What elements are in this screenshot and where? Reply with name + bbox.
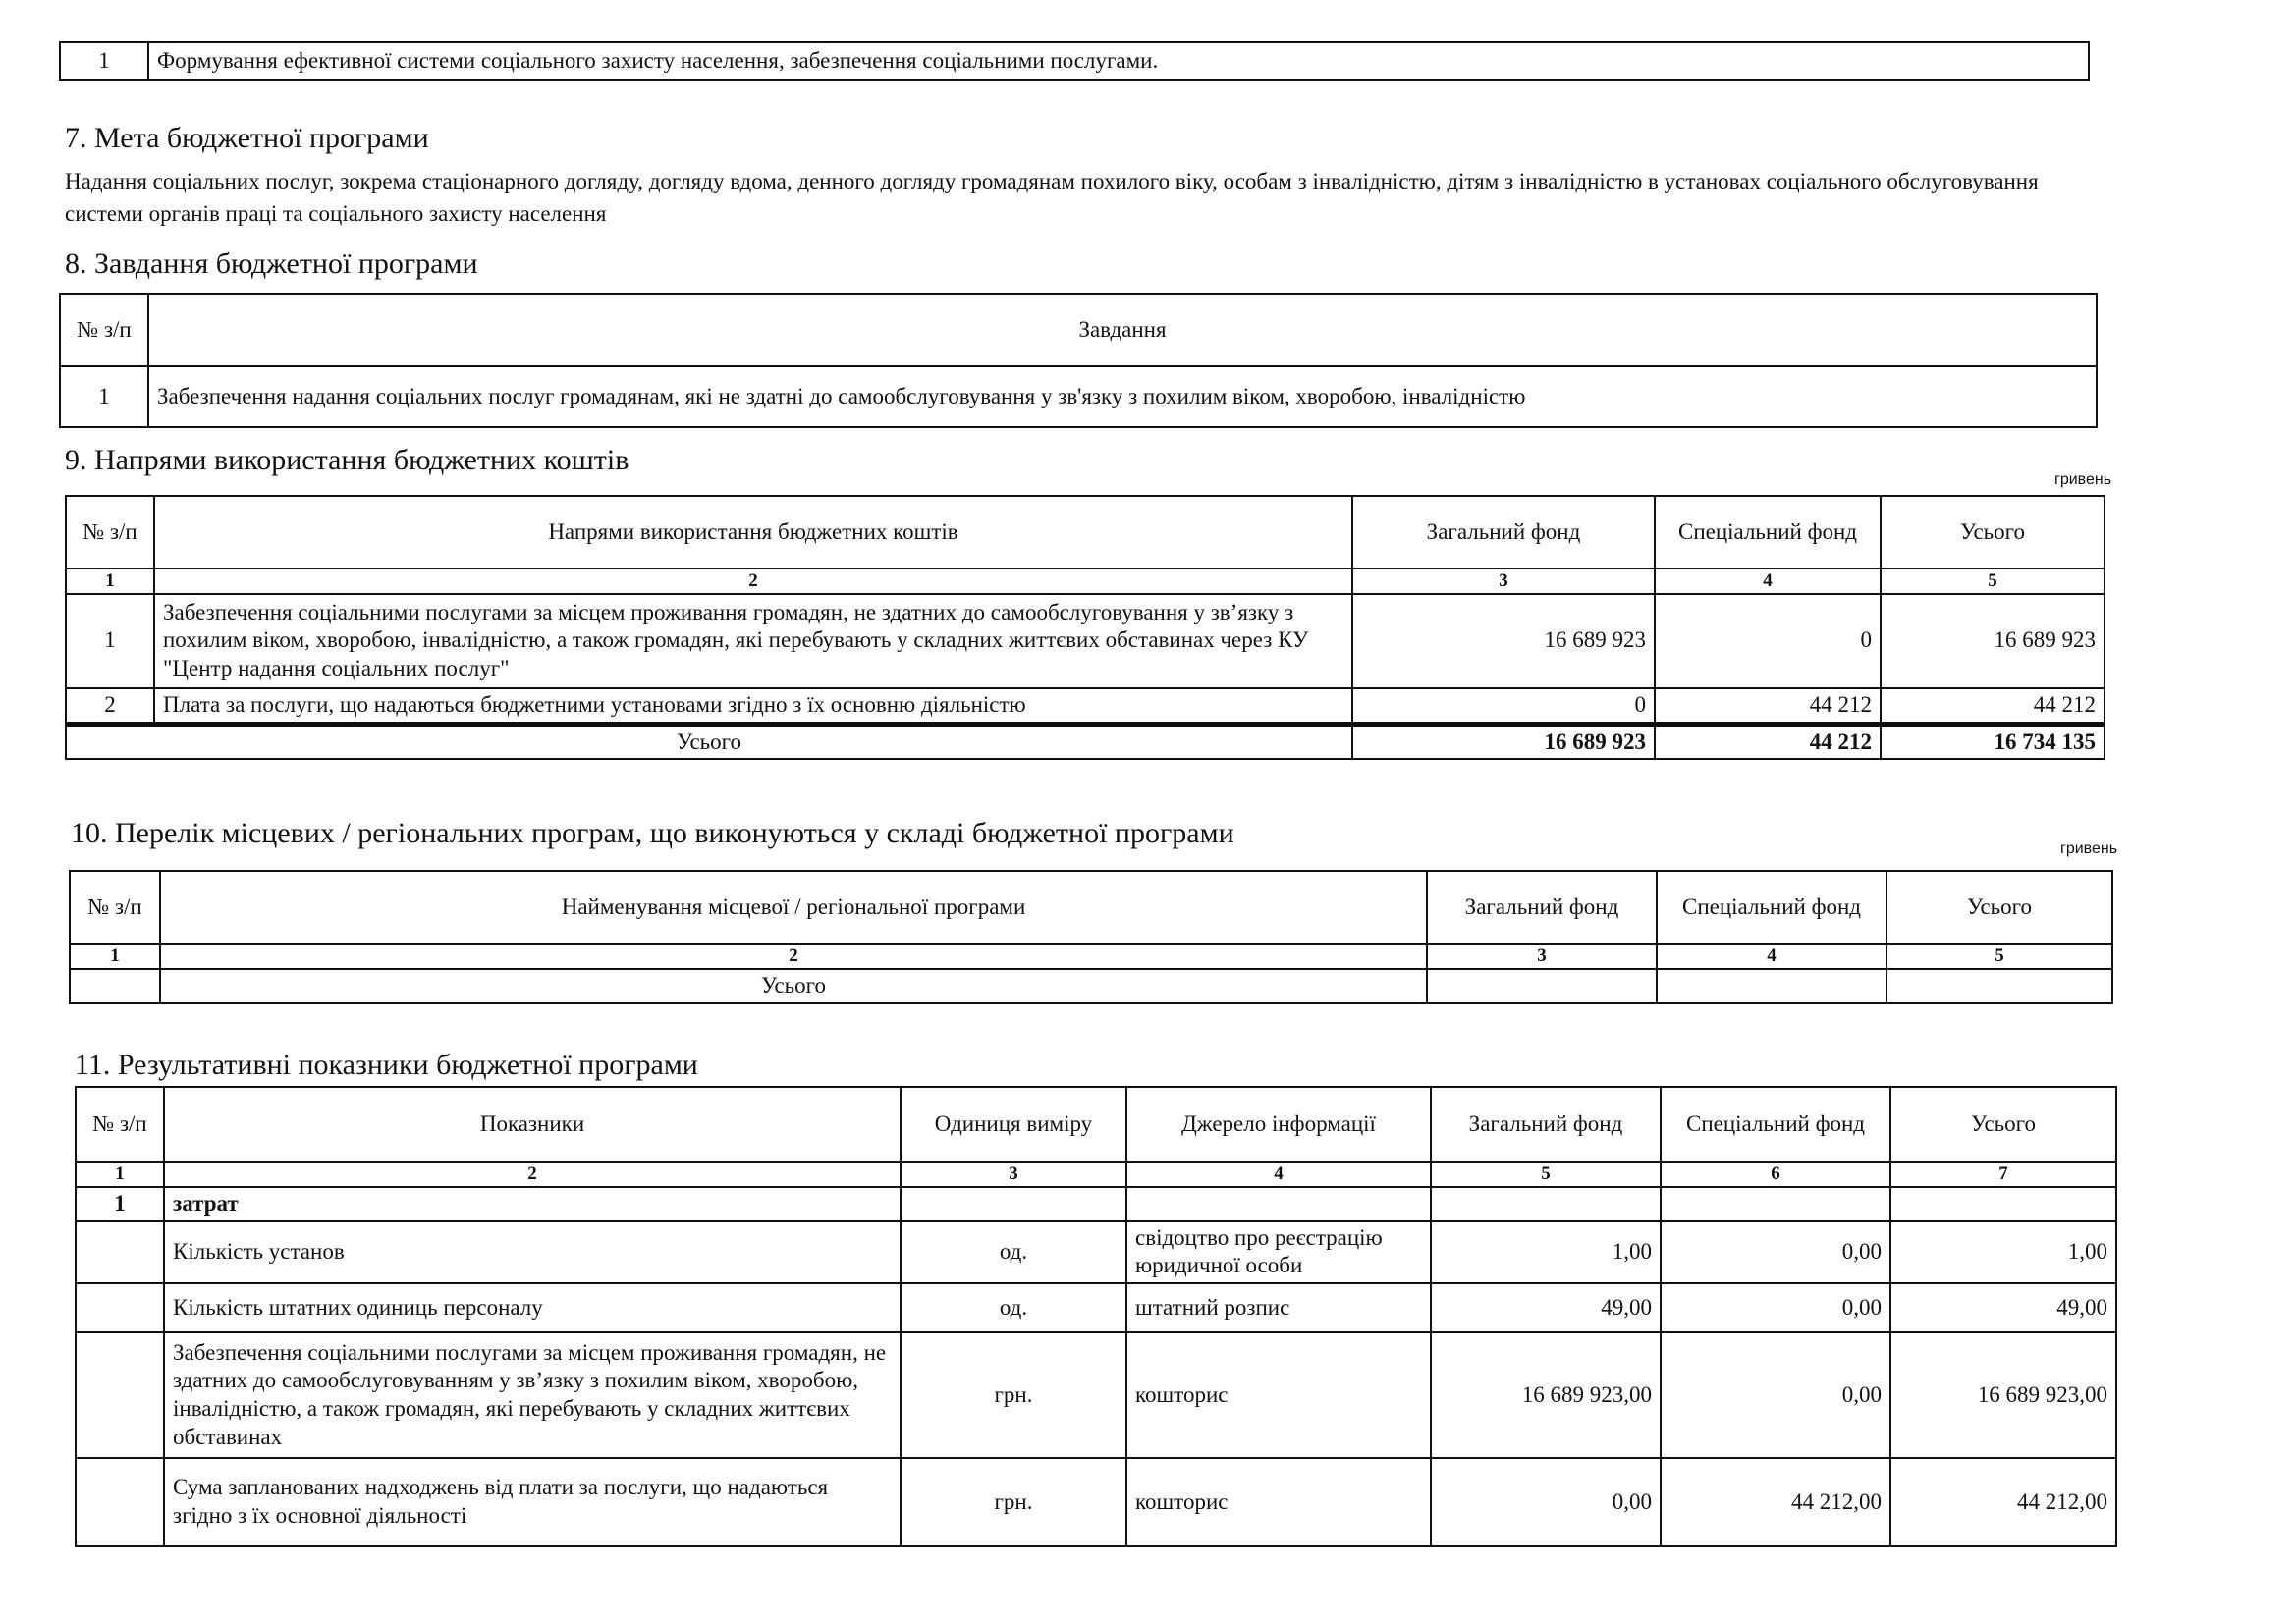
- s10-header-num: № з/п: [70, 871, 160, 944]
- s11-empty-cell: [1431, 1187, 1661, 1221]
- s11-row-name: Кількість установ: [164, 1221, 901, 1284]
- s9-row-num: 1: [66, 594, 154, 688]
- s9-total-special: 44 212: [1655, 724, 1881, 759]
- s11-empty-cell: [1661, 1187, 1890, 1221]
- s11-header-source: Джерело інформації: [1126, 1087, 1431, 1162]
- s9-row-text: Забезпечення соціальними послугами за місцем проживання громадян, не здатних до самообслуговування у зв’язку з похилим віком, хворобою, інвалідністю, а також громадян, які перебувають у складних життєвих обставинах через КУ "Центр надання соціальних послуг": [154, 594, 1352, 688]
- s10-colnum: 2: [160, 944, 1427, 969]
- top-goal-table: [59, 41, 2090, 81]
- s11-header-num: № з/п: [76, 1087, 164, 1162]
- s10-colnum: 3: [1427, 944, 1657, 969]
- s9-total-label: Усього: [66, 724, 1352, 759]
- s11-colnum: 1: [76, 1162, 164, 1187]
- s11-header-indicator: Показники: [164, 1087, 901, 1162]
- s9-colnum: 1: [66, 568, 154, 594]
- s9-row-total: 44 212: [1881, 688, 2105, 724]
- s11-row-source: свідоцтво про реєстрацію юридичної особи: [1126, 1221, 1431, 1284]
- s10-colnum: 1: [70, 944, 160, 969]
- s11-row-special: 0,00: [1661, 1221, 1890, 1284]
- s9-row-text: Плата за послуги, що надаються бюджетними установами згідно з їх основню діяльністю: [154, 688, 1352, 724]
- s10-empty-cell: [70, 969, 160, 1003]
- s11-colnum: 4: [1126, 1162, 1431, 1187]
- s11-row-name: Забезпечення соціальними послугами за місцем проживання громадян, не здатних до самообслуговуванням у зв’язку з похилим віком, хворобою, інвалідністю, а також громадян, які перебувають у складних життєвих обставинах: [164, 1332, 901, 1458]
- s11-row-unit: грн.: [901, 1458, 1126, 1546]
- s10-header-special-fund: Спеціальний фонд: [1657, 871, 1886, 944]
- s11-row-total: 44 212,00: [1890, 1458, 2116, 1546]
- s11-row-general: 1,00: [1431, 1221, 1661, 1284]
- s11-empty-cell: [1890, 1187, 2116, 1221]
- s11-row-special: 0,00: [1661, 1332, 1890, 1458]
- s10-header-program: Найменування місцевої / регіональної програми: [160, 871, 1427, 944]
- s11-empty-cell: [901, 1187, 1126, 1221]
- s11-row-unit: грн.: [901, 1332, 1126, 1458]
- s11-empty-cell: [76, 1221, 164, 1284]
- s11-colnum: 2: [164, 1162, 901, 1187]
- s11-colnum: 5: [1431, 1162, 1661, 1187]
- s10-colnum: 4: [1657, 944, 1886, 969]
- s11-row-unit: од.: [901, 1283, 1126, 1332]
- s9-header-num: № з/п: [66, 496, 154, 568]
- s9-colnum: 5: [1881, 568, 2105, 594]
- s9-row-total: 16 689 923: [1881, 594, 2105, 688]
- s11-row-name: Кількість штатних одиниць персоналу: [164, 1283, 901, 1332]
- s8-row-text: Забезпечення надання соціальних послуг громадянам, які не здатні до самообслуговування у зв'язку з похилим віком, хворобою, інвалідністю: [148, 366, 2097, 427]
- s10-empty-cell: [1657, 969, 1886, 1003]
- top-row-num: 1: [60, 42, 148, 80]
- s11-row-source: штатний розпис: [1126, 1283, 1431, 1332]
- s11-title: 11. Результативні показники бюджетної програми: [75, 1049, 698, 1081]
- s10-header-total: Усього: [1886, 871, 2112, 944]
- s9-row-general: 16 689 923: [1352, 594, 1655, 688]
- s8-header-task: Завдання: [148, 294, 2097, 366]
- s11-row-total: 1,00: [1890, 1221, 2116, 1284]
- s11-row-general: 0,00: [1431, 1458, 1661, 1546]
- s9-total-total: 16 734 135: [1881, 724, 2105, 759]
- s7-title: 7. Мета бюджетної програми: [65, 122, 429, 154]
- s9-row-general: 0: [1352, 688, 1655, 724]
- s11-row-unit: од.: [901, 1221, 1126, 1284]
- s11-empty-cell: [76, 1458, 164, 1546]
- s10-title: 10. Перелік місцевих / регіональних програм, що виконуються у складі бюджетної програми: [71, 817, 1234, 849]
- s10-unit-label: гривень: [2060, 840, 2118, 857]
- s10-colnum: 5: [1886, 944, 2112, 969]
- s9-table: [65, 495, 2105, 760]
- s9-header-direction: Напрями використання бюджетних коштів: [154, 496, 1352, 568]
- s11-row-total: 49,00: [1890, 1283, 2116, 1332]
- s10-table: [69, 870, 2113, 1004]
- s10-header-general-fund: Загальний фонд: [1427, 871, 1657, 944]
- s9-header-general-fund: Загальний фонд: [1352, 496, 1655, 568]
- s8-header-num: № з/п: [60, 294, 148, 366]
- s10-total-label: Усього: [160, 969, 1427, 1003]
- s11-group-num: 1: [76, 1187, 164, 1221]
- s9-colnum: 2: [154, 568, 1352, 594]
- s9-colnum: 3: [1352, 568, 1655, 594]
- s11-header-special-fund: Спеціальний фонд: [1661, 1087, 1890, 1162]
- s11-colnum: 3: [901, 1162, 1126, 1187]
- s9-header-special-fund: Спеціальний фонд: [1655, 496, 1881, 568]
- s9-header-total: Усього: [1881, 496, 2105, 568]
- s11-row-source: кошторис: [1126, 1332, 1431, 1458]
- s9-row-num: 2: [66, 688, 154, 724]
- s9-row-special: 44 212: [1655, 688, 1881, 724]
- s11-row-special: 44 212,00: [1661, 1458, 1890, 1546]
- s11-group-label: затрат: [164, 1187, 901, 1221]
- s11-row-special: 0,00: [1661, 1283, 1890, 1332]
- s7-text: Надання соціальних послуг, зокрема стаціонарного догляду, догляду вдома, денного догляду громадянам похилого віку, особам з інвалідністю, дітям з інвалідністю в установах соціального обслуговування системи органів праці та соціального захисту населення: [65, 169, 2039, 227]
- s11-row-name: Сума запланованих надходжень від плати за послуги, що надаються згідно з їх основної діяльності: [164, 1458, 901, 1546]
- s9-row-special: 0: [1655, 594, 1881, 688]
- s9-colnum: 4: [1655, 568, 1881, 594]
- s9-title: 9. Напрями використання бюджетних коштів: [65, 444, 629, 476]
- s11-row-general: 49,00: [1431, 1283, 1661, 1332]
- s9-unit-label: гривень: [2054, 471, 2112, 488]
- s11-header-total: Усього: [1890, 1087, 2116, 1162]
- s9-total-general: 16 689 923: [1352, 724, 1655, 759]
- s11-empty-cell: [76, 1283, 164, 1332]
- s10-empty-cell: [1427, 969, 1657, 1003]
- top-row-text: Формування ефективної системи соціального захисту населення, забезпечення соціальними послугами.: [148, 42, 2089, 80]
- s11-colnum: 6: [1661, 1162, 1890, 1187]
- s10-empty-cell: [1886, 969, 2112, 1003]
- s8-title: 8. Завдання бюджетної програми: [65, 247, 478, 280]
- s11-header-unit: Одиниця виміру: [901, 1087, 1126, 1162]
- s8-table: [59, 293, 2098, 428]
- s11-row-total: 16 689 923,00: [1890, 1332, 2116, 1458]
- s11-colnum: 7: [1890, 1162, 2116, 1187]
- s11-row-source: кошторис: [1126, 1458, 1431, 1546]
- s11-empty-cell: [1126, 1187, 1431, 1221]
- s11-row-general: 16 689 923,00: [1431, 1332, 1661, 1458]
- s11-empty-cell: [76, 1332, 164, 1458]
- s11-header-general-fund: Загальний фонд: [1431, 1087, 1661, 1162]
- s8-row-num: 1: [60, 366, 148, 427]
- s11-table: [75, 1086, 2117, 1547]
